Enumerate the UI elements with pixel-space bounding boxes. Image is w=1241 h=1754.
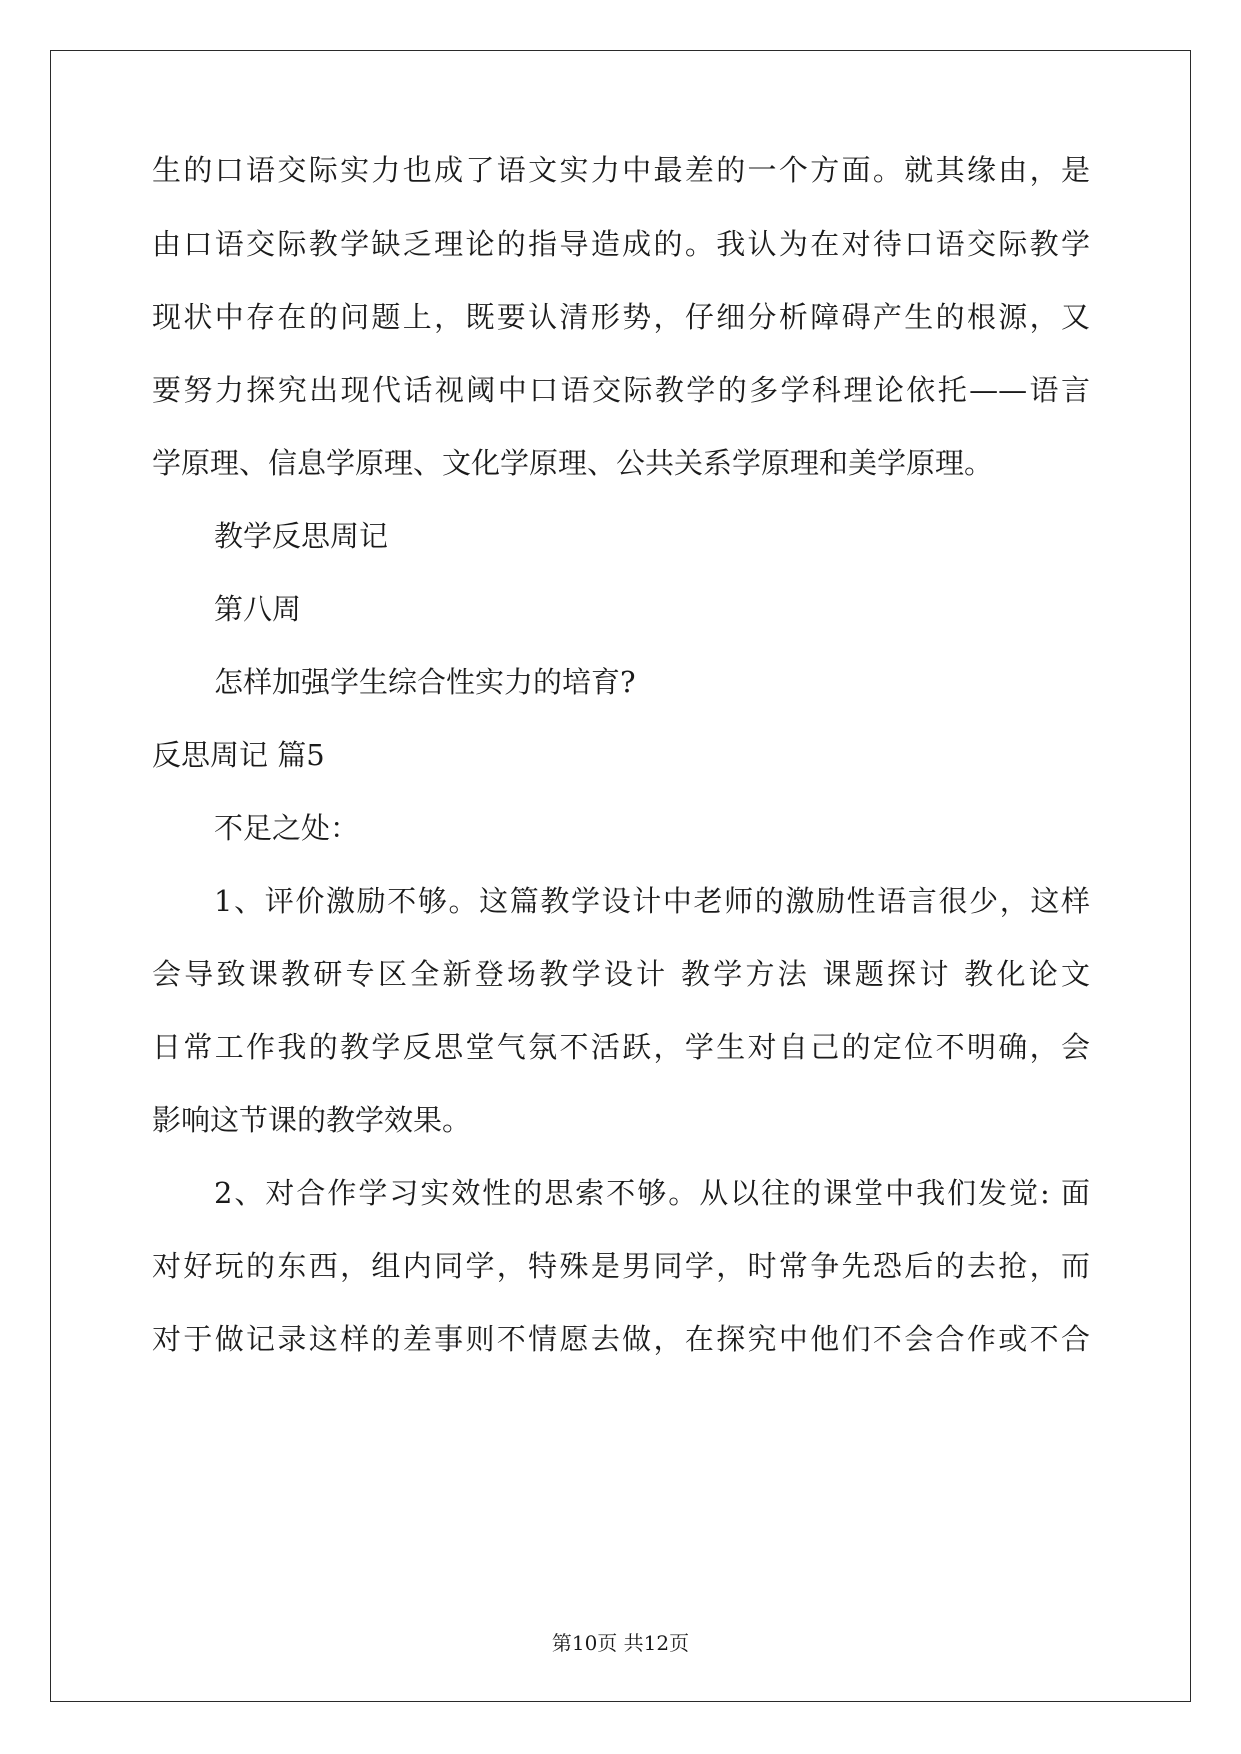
text-line: 1、评价激励不够。这篇教学设计中老师的激励性语言很少，这样 [214, 884, 1090, 918]
text-line: 要努力探究出现代话视阈中口语交际教学的多学科理论依托——语言 [152, 373, 1090, 407]
question-line: 怎样加强学生综合性实力的培育? [214, 665, 636, 699]
text-line: 2、对合作学习实效性的思索不够。从以往的课堂中我们发觉: 面 [214, 1176, 1090, 1210]
text-line: 生的口语交际实力也成了语文实力中最差的一个方面。就其缘由，是 [152, 153, 1090, 187]
text-line: 对于做记录这样的差事则不情愿去做，在探究中他们不会合作或不合 [152, 1322, 1090, 1356]
section-heading: 教学反思周记 [214, 519, 389, 553]
subheading: 不足之处： [214, 811, 360, 845]
week-label: 第八周 [214, 592, 302, 626]
text-line: 由口语交际教学缺乏理论的指导造成的。我认为在对待口语交际教学 [152, 227, 1090, 261]
text-line: 影响这节课的教学效果。 [152, 1103, 472, 1137]
text-line: 日常工作我的教学反思堂气氛不活跃，学生对自己的定位不明确，会 [152, 1030, 1090, 1064]
page-footer: 第10页 共12页 [551, 1631, 690, 1655]
text-line: 现状中存在的问题上，既要认清形势，仔细分析障碍产生的根源，又 [152, 300, 1090, 334]
article-title: 反思周记 篇5 [152, 738, 325, 772]
text-line: 对好玩的东西，组内同学，特殊是男同学，时常争先恐后的去抢，而 [152, 1249, 1090, 1283]
text-line: 会导致课教研专区全新登场教学设计 教学方法 课题探讨 教化论文 [152, 957, 1090, 991]
text-line: 学原理、信息学原理、文化学原理、公共关系学原理和美学原理。 [152, 446, 994, 480]
